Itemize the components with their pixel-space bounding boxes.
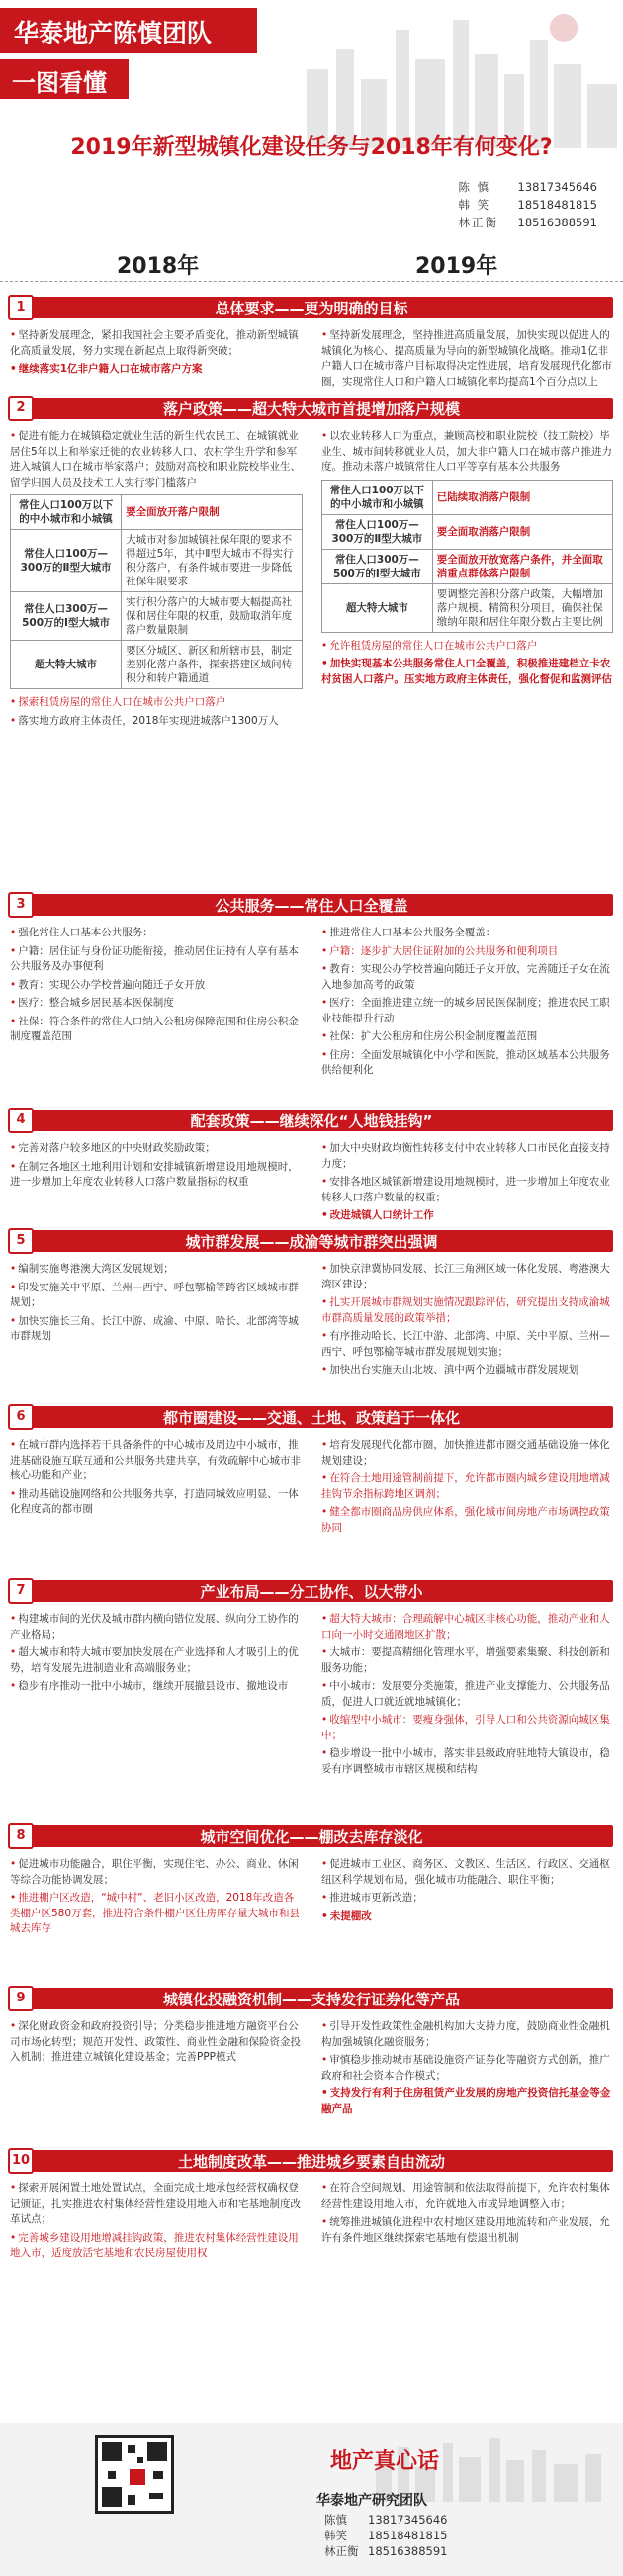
footer-slogan: 地产真心话 xyxy=(330,2449,440,2474)
section-header xyxy=(10,1402,613,1430)
qr-logo-icon xyxy=(128,2467,147,2487)
section-header xyxy=(10,1576,613,1604)
section-title: 产业布局——分工协作、以大带小 xyxy=(200,1583,423,1601)
section-city-clusters xyxy=(0,1226,623,1381)
table-row: 常住人口100万—300万的Ⅱ型大城市 要全面取消落户限制 xyxy=(322,514,613,549)
section-header xyxy=(10,394,613,421)
section-title: 城镇化投融资机制——支持发行证券化等产品 xyxy=(162,1991,460,2008)
brand-name: 华泰地产陈慎团队 xyxy=(14,19,213,47)
header-contacts xyxy=(459,178,597,231)
section-urban-space xyxy=(0,1821,623,1940)
contact-row: 林正衡 18516388591 xyxy=(324,2544,448,2558)
section-title: 城市空间优化——棚改去库存淡化 xyxy=(200,1828,423,1846)
section-title: 公共服务——常住人口全覆盖 xyxy=(215,897,408,915)
column-2018: • 促进有能力在城镇稳定就业生活的新生代农民工、在城镇就业居住5年以上和举家迁徙的农业转移人口、农村学生升学和参军进入城镇人口在城市举家落户；鼓励对高校和职业院校毕业生、留学归国人员及技术工人实行零门槛落户 常住人口100万以下的中小城市和小城镇 要全面放开落户限制 常住人口100万—300万的Ⅱ型大城市 大城市对参加城镇社保年限的要求不得超过5年，其中Ⅱ型大城市不得实行积分落户，有条件城市要进一步降低社保年限要求 常住人口300万—500万的Ⅰ型大城市 实行积分落户的大城市要大幅提高社保和居住年限的权重，鼓励取消年度落户数量限制 超大特大城市 要区分城区、新区和所辖市县，制定差别化落户条件，探索搭建区域间转积分和转户籍通道 • 探索租赁房屋的常住人口在城市公共户口落户 • 落实地方政府主体责任，2018年实现进城落户1300万人 xyxy=(10,429,312,732)
column-2019: • 加大中央财政均衡性转移支付中农业转移人口市民化直接支持力度； • 安排各地区城镇新增建设用地规模时，进一步增加上年度农业转移人口落户数量的权重； • 改进城镇人口统计工作 xyxy=(321,1142,610,1221)
section-title: 都市圈建设——交通、土地、政策趋于一体化 xyxy=(162,1409,460,1427)
section-investment-financing xyxy=(0,1984,623,2120)
section-land-reform xyxy=(0,2146,623,2265)
section-header xyxy=(10,1226,613,1254)
section-number: 2 xyxy=(8,396,34,421)
footer-contacts xyxy=(324,2512,447,2559)
section-overall-requirements xyxy=(0,293,623,393)
column-2018: • 完善对落户较多地区的中央财政奖励政策； • 在制定各地区土地利用计划和安排城镇新增建设用地规模时，进一步增加上年度农业转移人口落户数量指标的权重 xyxy=(10,1141,312,1227)
section-number: 7 xyxy=(8,1578,34,1604)
column-2019: • 引导开发性政策性金融机构加大支持力度，鼓励商业性金融机构加强城镇化融资服务； • 审慎稳步推动城市基础设施资产证券化等融资方式创新，推广政府和社会资本合作模式； • 支持发行有利于住房租赁产业发展的房地产投资信托基金等金融产品 xyxy=(321,2020,611,2115)
table-row: 常住人口100万—300万的Ⅱ型大城市 大城市对参加城镇社保年限的要求不得超过5年，其中Ⅱ型大城市不得实行积分落户，有条件城市要进一步降低社保年限要求 xyxy=(11,530,303,592)
section-title: 土地制度改革——推进城乡要素自由流动 xyxy=(177,2153,445,2171)
table-row: 常住人口100万以下的中小城市和小城镇 已陆续取消落户限制 xyxy=(322,480,613,514)
column-2018: • 构建城市间的光伏及城市群内横向错位发展、纵向分工协作的产业格局； • 超大城市和特大城市要加快发展在产业选择和人才吸引上的优势，培育发展先进制造业和高端服务业； • 稳步有序推动一批中小城市，继续开展撤县设市、撤地设市 xyxy=(10,1612,312,1780)
column-2019: • 超大特大城市：合理疏解中心城区非核心功能，推动产业和人口向一小时交通圈地区扩散； • 大城市：要提高精细化管理水平，增强要素集聚、科技创新和服务功能； • 中小城市：发展要分类施策，推进产业支撑能力、公共服务品质，促进人口就近就地城镇化； • 收缩型中小城市：要瘦身强体，引导人口和公共资源向城区集中； • 稳步增设一批中小城市，落实非县级政府驻地特大镇设市，稳妥有序调整城市市辖区规模和结构 xyxy=(321,1613,610,1775)
section-title: 配套政策——继续深化“人地钱挂钩” xyxy=(190,1112,433,1130)
section-header xyxy=(10,1106,613,1133)
column-2018: • 编制实施粤港澳大湾区发展规划； • 印发实施关中平原、兰州—西宁、呼包鄂榆等跨省区域城市群规划； • 加快实施长三角、长江中游、成渝、中原、哈长、北部湾等城市群规划 xyxy=(10,1262,312,1381)
contact-row: 陈慎 13817345646 xyxy=(324,2513,448,2527)
section-number: 3 xyxy=(8,892,34,918)
column-2019: • 在符合空间规划、用途管制和依法取得前提下，允许农村集体经营性建设用地入市，允许就地入市或异地调整入市； • 统筹推进城镇化进程中农村地区建设用地流转和产业发展，允许有条件地区继续探索宅基地有偿退出机制 xyxy=(321,2182,610,2244)
column-2018: • 探索开展闲置土地处置试点，全面完成土地承包经营权确权登记颁证，扎实推进农村集体经营性建设用地入市和宅基地制度改革试点； • 完善城乡建设用地增减挂钩政策，推进农村集体经营性建设用地入市，适度放活宅基地和农民房屋使用权 xyxy=(10,2181,312,2265)
column-2019: • 坚持新发展理念，坚持推进高质量发展，加快实现以促进人的城镇化为核心、提高质量为导向的新型城镇化战略。推动1亿非户籍人口在城市落户目标取得决定性进展，培育发展现代化都市圈，实现常住人口和户籍人口城镇化率均提高1个百分点以上 xyxy=(321,329,612,388)
table-row: 超大特大城市 要调整完善积分落户政策，大幅增加落户规模、精简积分项目，确保社保缴纳年限和居住年限分数占主要比例 xyxy=(322,583,613,632)
city-tier-table xyxy=(10,494,303,689)
footer xyxy=(0,2423,623,2576)
section-header xyxy=(10,1821,613,1849)
table-row: 常住人口100万以下的中小城市和小城镇 要全面放开落户限制 xyxy=(11,495,303,530)
section-number: 6 xyxy=(8,1404,34,1430)
table-row: 超大特大城市 要区分城区、新区和所辖市县，制定差别化落户条件，探索搭建区域间转积分和转户籍通道 xyxy=(11,641,303,689)
section-number: 4 xyxy=(8,1108,34,1133)
section-header xyxy=(10,2146,613,2174)
section-metropolitan-areas xyxy=(0,1402,623,1539)
column-2018: • 促进城市功能融合，职住平衡，实现住宅、办公、商业、休闲等综合功能协调发展； • 推进棚户区改造，“城中村”、老旧小区改造，2018年改造各类棚户区580万套，推进符合条件棚户区住房库存量大城市和县城去库存 xyxy=(10,1857,312,1940)
section-title: 城市群发展——成渝等城市群突出强调 xyxy=(185,1233,438,1251)
year-left: 2018年 xyxy=(117,254,200,279)
contact-row: 韩 笑 18518481815 xyxy=(458,198,597,212)
section-title: 落户政策——超大特大城市首提增加落户规模 xyxy=(162,400,460,418)
section-number: 10 xyxy=(8,2148,34,2174)
contact-row: 陈 慎 13817345646 xyxy=(458,180,597,194)
section-header xyxy=(10,1984,613,2011)
city-tier-table xyxy=(321,480,613,633)
subtitle: 一图看懂 xyxy=(12,69,107,97)
table-row: 常住人口300万—500万的Ⅰ型大城市 要全面放开放宽落户条件，并全面取消重点群体落户限制 xyxy=(322,549,613,583)
column-2018: • 坚持新发展理念，紧扣我国社会主要矛盾变化，推动新型城镇化高质量发展，努力实现在新起点上取得新突破； • 继续落实1亿非户籍人口在城市落户方案 xyxy=(10,328,312,393)
section-public-services xyxy=(0,890,623,1082)
section-number: 8 xyxy=(8,1823,34,1849)
column-2019: • 加快京津冀协同发展、长江三角洲区域一体化发展、粤港澳大湾区建设； • 扎实开展城市群规划实施情况跟踪评估，研究提出支持成渝城市群高质量发展的政策举措； • 有序推动哈长、长江中游、北部湾、中原、关中平原、兰州—西宁、呼包鄂榆等城市群发展规划实施； • 加快出台实施天山北坡、滇中两个边疆城市群发展规划 xyxy=(321,1263,610,1376)
section-header xyxy=(10,890,613,918)
skyline-illustration xyxy=(267,0,623,148)
section-supporting-policy xyxy=(0,1106,623,1227)
column-2019: • 推进常住人口基本公共服务全覆盖： • 户籍：逐步扩大居住证附加的公共服务和便利项目 • 教育：实现公办学校普遍向随迁子女开放，完善随迁子女在流入地参加高考的政策 • 医疗：全面推进建立统一的城乡居民医保制度；推进农民工职业技能提升行动 • 社保：扩大公租房和住房公积金制度覆盖范围 • 住房：全面发展城镇化中小学和医院，推动区域基本公共服务供给便利化 xyxy=(321,927,610,1076)
section-industrial-layout xyxy=(0,1576,623,1780)
section-header xyxy=(10,293,613,320)
column-2018: • 在城市群内选择若干具备条件的中心城市及周边中小城市，推进基础设施互联互通和公共服务共建共享，有效疏解中心城市非核心功能和产业； • 推动基础设施网络和公共服务共享，打造同城效应明显、一体化程度高的都市圈 xyxy=(10,1438,312,1539)
qr-code[interactable] xyxy=(95,2435,174,2514)
page-title: 2019年新型城镇化建设任务与2018年有何变化? xyxy=(70,135,553,160)
column-2019: • 以农业转移人口为重点，兼顾高校和职业院校（技工院校）毕业生、城市间转移就业人员，加大非户籍人口在城市落户推进力度。推动未落户城镇常住人口平等享有基本公共服务 常住人口100万以下的中小城市和小城镇 已陆续取消落户限制 常住人口100万—300万的Ⅱ型大城市 要全面取消落户限制 常住人口300万—500万的Ⅰ型大城市 要全面放开放宽落户条件，并全面取消重点群体落户限制 超大特大城市 要调整完善积分落户政策，大幅增加落户规模、精简积分项目，确保社保缴纳年限和居住年限分数占主要比例 • 允许租赁房屋的常住人口在城市公共户口落户 • 加快实现基本公共服务常住人口全覆盖，积极推进建档立卡农村贫困人口落户。压实地方政府主体责任，强化督促和监测评估 xyxy=(321,430,612,685)
divider xyxy=(0,281,623,282)
column-2019: • 培育发展现代化都市圈，加快推进都市圈交通基础设施一体化规划建设； • 在符合土地用途管制前提下，允许都市圈内城乡建设用地增减挂钩节余指标跨地区调剂； • 健全都市圈商品房供应体系，强化城市间房地产市场调控政策协同 xyxy=(321,1439,610,1534)
footer-team: 华泰地产研究团队 xyxy=(316,2493,427,2509)
section-settlement-policy xyxy=(0,394,623,732)
contact-row: 韩笑 18518481815 xyxy=(324,2529,448,2542)
section-title: 总体要求——更为明确的目标 xyxy=(215,300,408,317)
section-number: 9 xyxy=(8,1986,34,2011)
header xyxy=(0,0,623,287)
column-2018: • 深化财政资金和政府投资引导；分类稳步推进地方融资平台公司市场化转型；规范开发性、政策性、商业性金融和保险资金投入机制；推进建立城镇化建设基金；完善PPP模式 xyxy=(10,2019,312,2120)
contact-row: 林正衡 18516388591 xyxy=(458,216,597,229)
section-number: 1 xyxy=(8,295,34,320)
year-right: 2019年 xyxy=(415,254,498,279)
column-2019: • 促进城市工业区、商务区、文教区、生活区、行政区、交通枢纽区科学规划布局，强化城市功能融合、职住平衡； • 推进城市更新改造； • 未提棚改 xyxy=(321,1858,610,1922)
section-number: 5 xyxy=(8,1228,34,1254)
column-2018: • 强化常住人口基本公共服务： • 户籍：居住证与身份证功能衔接，推动居住证持有人享有基本公共服务及办事便利 • 教育：实现公办学校普遍向随迁子女开放 • 医疗：整合城乡居民基本医保制度 • 社保：符合条件的常住人口纳入公租房保障范围和住房公积金制度覆盖范围 xyxy=(10,926,312,1082)
table-row: 常住人口300万—500万的Ⅰ型大城市 实行积分落户的大城市要大幅提高社保和居住年限的权重，鼓励取消年度落户数量限制 xyxy=(11,592,303,641)
